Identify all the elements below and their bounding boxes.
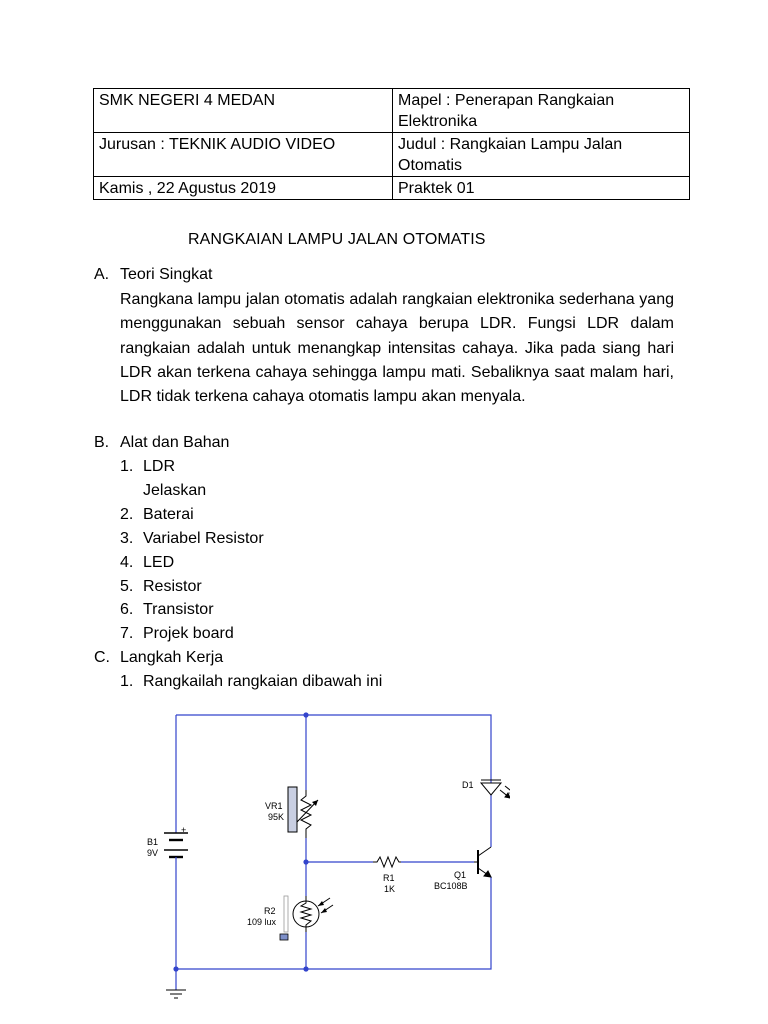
list-text: Transistor xyxy=(143,601,214,618)
list-item xyxy=(120,578,202,596)
section-title: Langkah Kerja xyxy=(120,649,224,666)
d1-name-label: D1 xyxy=(462,780,474,790)
battery-name-label: B1 xyxy=(147,837,159,847)
variable-resistor-symbol xyxy=(288,787,318,838)
r2-value-label: 109 lux xyxy=(247,917,277,927)
table-cell: Praktek 01 xyxy=(393,177,690,200)
header-table xyxy=(93,88,690,200)
resistor-symbol xyxy=(373,857,401,867)
led-symbol xyxy=(481,780,510,798)
list-text: Rangkailah rangkaian dibawah ini xyxy=(143,673,383,690)
list-item xyxy=(120,554,174,572)
section-marker: C. xyxy=(94,649,110,666)
vr1-name-label: VR1 xyxy=(265,801,283,811)
list-number: 1. xyxy=(120,673,134,690)
table-cell: SMK NEGERI 4 MEDAN xyxy=(94,89,393,133)
list-text: Resistor xyxy=(143,578,202,595)
table-row xyxy=(94,177,690,200)
section-marker: A. xyxy=(94,266,110,283)
list-text: Baterai xyxy=(143,506,194,523)
list-item xyxy=(120,458,175,476)
r2-name-label: R2 xyxy=(264,906,276,916)
battery-plus-label: + xyxy=(181,825,187,835)
list-number: 3. xyxy=(120,530,134,547)
list-text: LED xyxy=(143,554,175,571)
list-text: Variabel Resistor xyxy=(143,530,264,547)
table-row xyxy=(94,133,690,177)
table-cell: Jurusan : TEKNIK AUDIO VIDEO xyxy=(94,133,393,177)
list-text: LDR xyxy=(143,458,176,475)
list-item xyxy=(120,625,234,643)
list-number: 1. xyxy=(120,458,134,475)
r1-name-label: R1 xyxy=(383,873,395,883)
section-title: Teori Singkat xyxy=(120,266,213,283)
vr1-value-label: 95K xyxy=(268,812,285,822)
junction-dots xyxy=(173,712,308,971)
list-number: 2. xyxy=(120,506,134,523)
q1-name-label: Q1 xyxy=(454,870,467,880)
table-cell: Mapel : Penerapan Rangkaian Elektronika xyxy=(393,89,690,133)
list-number: 4. xyxy=(120,554,134,571)
battery-value-label: 9V xyxy=(147,848,159,858)
list-item xyxy=(120,482,206,500)
list-number: 7. xyxy=(120,625,134,642)
transistor-symbol xyxy=(474,847,491,877)
r1-value-label: 1K xyxy=(384,884,396,894)
battery-symbol xyxy=(164,833,188,861)
list-text: Projek board xyxy=(143,625,234,642)
document-title: RANGKAIAN LAMPU JALAN OTOMATIS xyxy=(188,231,486,248)
list-number: 5. xyxy=(120,578,134,595)
list-number: 6. xyxy=(120,601,134,618)
q1-value-label: BC108B xyxy=(434,881,468,891)
section-title: Alat dan Bahan xyxy=(120,434,230,451)
list-item xyxy=(120,601,214,619)
list-item xyxy=(120,530,264,548)
table-row xyxy=(94,89,690,133)
list-item xyxy=(120,506,194,524)
ground-symbol xyxy=(166,990,186,998)
section-marker: B. xyxy=(94,434,110,451)
list-item xyxy=(120,673,382,691)
circuit-schematic xyxy=(140,700,510,1005)
list-text: Jelaskan xyxy=(143,482,207,499)
theory-paragraph: Rangkana lampu jalan otomatis adalah rangkaian elektronika sederhana yang menggunakan sebuah sensor cahaya berupa LDR. Fungsi LDR dalam rangkaian adalah untuk menangkap intensitas cahaya. Jika pada siang hari LDR akan terkena cahaya sehingga lampu mati. Sebaliknya saat malam hari, LDR tidak terkena cahaya otomatis lampu akan menyala. xyxy=(120,291,674,406)
table-cell: Kamis , 22 Agustus 2019 xyxy=(94,177,393,200)
circuit-wires xyxy=(176,715,491,990)
table-cell: Judul : Rangkaian Lampu Jalan Otomatis xyxy=(393,133,690,177)
